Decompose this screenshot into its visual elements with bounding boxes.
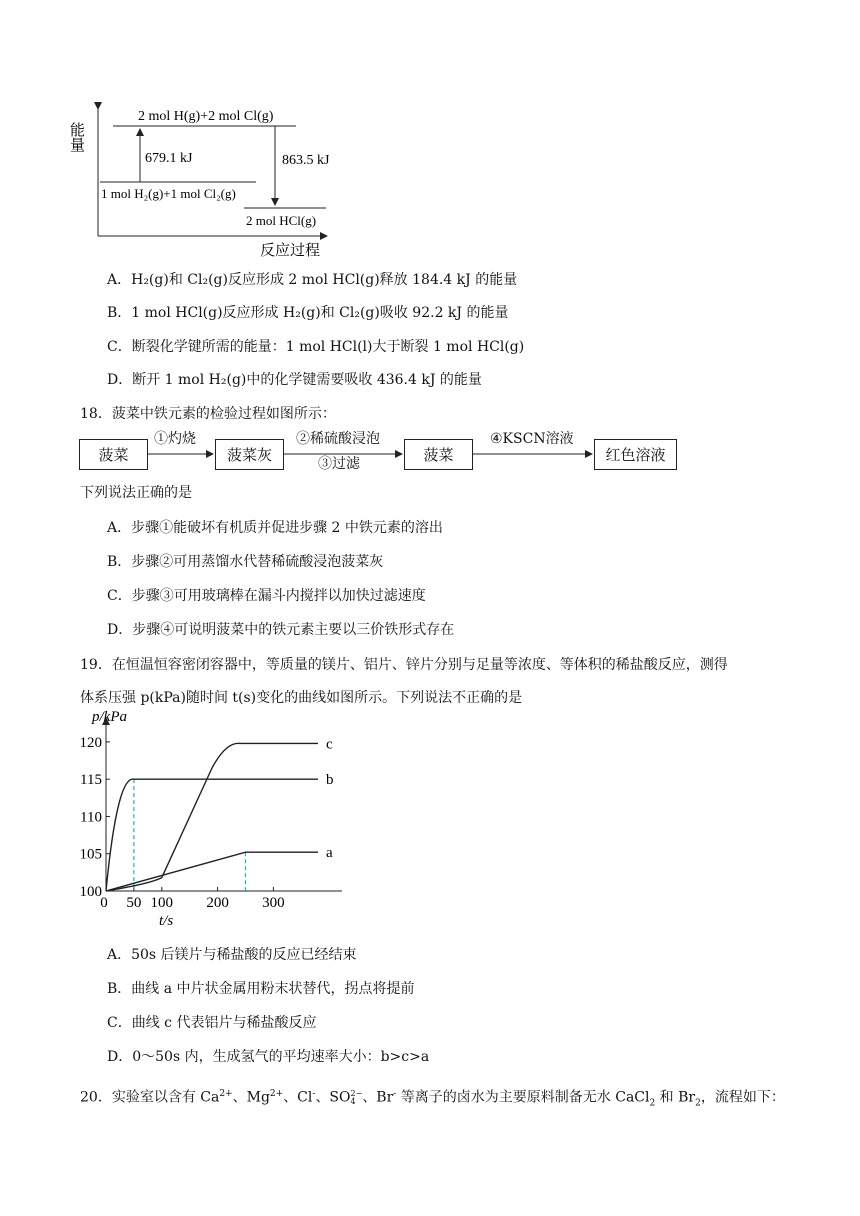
q18-option-d: D．步骤④可说明菠菜中的铁元素主要以三价铁形式存在: [107, 622, 455, 638]
energy-down-label: 863.5 kJ: [282, 153, 330, 168]
flow-step-4: ④KSCN溶液: [490, 431, 574, 447]
q19-option-b: B．曲线 a 中片状金属用粉末状替代，拐点将提前: [107, 981, 415, 997]
flow-arrows: [0, 430, 860, 480]
flow-box-red-solution: 红色溶液: [594, 439, 677, 470]
energy-up-label: 679.1 kJ: [145, 151, 193, 166]
flow-box-spinach-2: 菠菜: [404, 439, 473, 470]
q18-option-b: B．步骤②可用蒸馏水代替稀硫酸浸泡菠菜灰: [107, 554, 384, 570]
q19-stem-line-2: 体系压强 p(kPa)随时间 t(s)变化的曲线如图所示。下列说法不正确的是: [80, 690, 523, 706]
x-tick-label: 50: [126, 895, 142, 911]
series-c-line: [106, 743, 318, 891]
q17-option-b: B．1 mol HCl(g)反应形成 H₂(g)和 Cl₂(g)吸收 92.2 kJ 的能量: [107, 305, 509, 321]
q19-option-d: D．0～50s 内，生成氢气的平均速率大小：b>c>a: [107, 1049, 430, 1065]
series-c-label: c: [326, 736, 333, 753]
x-tick-label: 200: [206, 895, 229, 911]
flow-step-1: ①灼烧: [154, 431, 196, 447]
y-axis-label: 能量: [68, 122, 84, 152]
q20-stem: 20．实验室以含有 $Ca^{2+}$、$Mg^{2+}$、Cl-、SO 2− 4 、Br- 等离子的卤水为主要原料制备无水 CaCl$_2$ 和 $Br_2$，流程如下：: [80, 1088, 785, 1109]
x-axis-label: 反应过程: [260, 243, 321, 259]
y-tick-label: 115: [80, 772, 102, 789]
y-tick-label: 105: [79, 846, 102, 863]
q19-stem-line-1: 19．在恒温恒容密闭容器中，等质量的镁片、铝片、锌片分别与足量等浓度、等体积的稀盐酸反应，测得: [80, 657, 728, 673]
flow-box-spinach: 菠菜: [79, 439, 148, 470]
x-tick-label: 100: [150, 895, 174, 911]
series-a-label: a: [326, 845, 333, 862]
energy-diagram: [70, 100, 340, 260]
level-bottom-label: 2 mol HCl(g): [246, 213, 317, 228]
y-tick-label: 100: [79, 884, 102, 900]
series-b-label: b: [326, 772, 334, 789]
series-b-line: [106, 779, 318, 891]
flow-step-2: ②稀硫酸浸泡: [296, 431, 380, 447]
q18-option-c: C．步骤③可用玻璃棒在漏斗内搅拌以加快过滤速度: [107, 588, 426, 604]
q17-option-a: A．H₂(g)和 Cl₂(g)反应形成 2 mol HCl(g)释放 184.4 kJ 的能量: [107, 272, 518, 288]
level-top-label: 2 mol H(g)+2 mol Cl(g): [138, 109, 274, 124]
q18-stem: 18．菠菜中铁元素的检验过程如图所示：: [80, 406, 336, 422]
q19-option-a: A．50s 后镁片与稀盐酸的反应已经结束: [107, 947, 357, 963]
level-mid-label: 1 mol H₂(g)+1 mol Cl₂(g): [101, 186, 236, 201]
x-tick-label: 0: [100, 895, 108, 911]
pressure-time-chart: [70, 709, 350, 930]
q17-option-d: D．断开 1 mol H₂(g)中的化学键需要吸收 436.4 kJ 的能量: [107, 372, 482, 388]
y-tick-label: 120: [79, 734, 102, 751]
q19-option-c: C．曲线 c 代表铝片与稀盐酸反应: [107, 1015, 317, 1031]
x-axis-label: t/s: [159, 913, 174, 929]
flow-box-ash: 菠菜灰: [215, 439, 284, 470]
y-axis-label: p/kPa: [92, 709, 127, 725]
x-tick-label: 300: [262, 895, 285, 911]
y-tick-label: 110: [80, 809, 102, 826]
q18-prompt: 下列说法正确的是: [80, 485, 192, 501]
flow-step-3: ③过滤: [318, 456, 360, 472]
q17-option-c: C．断裂化学键所需的能量：1 mol HCl(l)大于断裂 1 mol HCl(g): [107, 339, 525, 355]
q18-option-a: A．步骤①能破坏有机质并促进步骤 2 中铁元素的溶出: [107, 520, 443, 536]
